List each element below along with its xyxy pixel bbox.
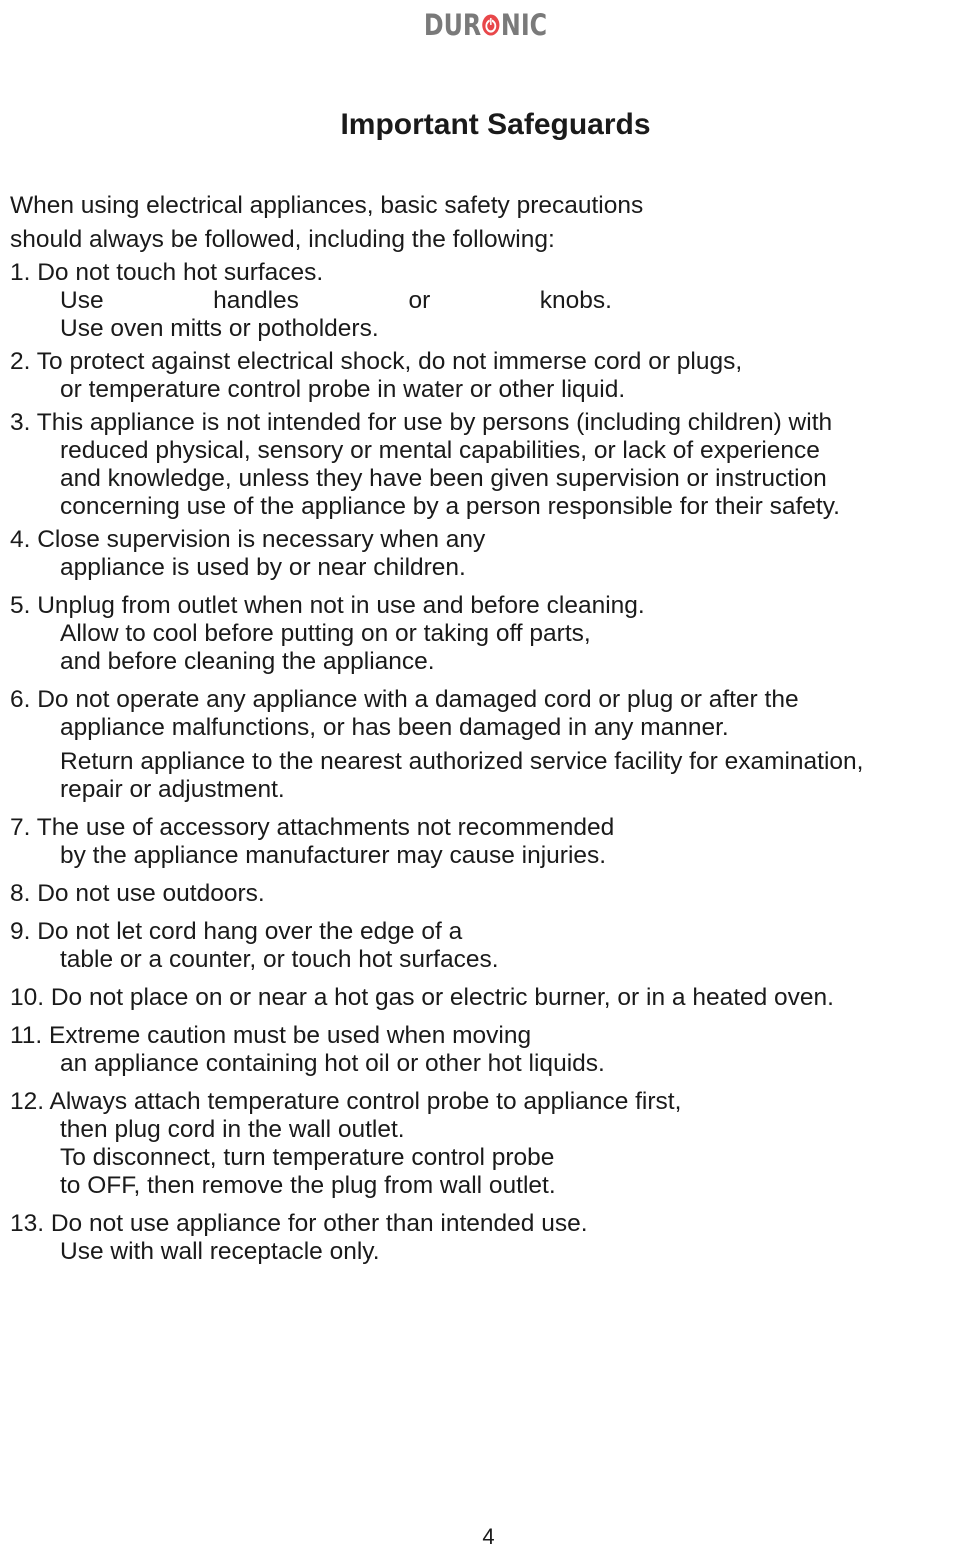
item-line: table or a counter, or touch hot surfaces. <box>60 946 499 973</box>
brand-logo <box>87 8 883 42</box>
list-item <box>10 880 970 908</box>
power-icon <box>482 14 500 36</box>
page-number: 4 <box>482 1524 495 1549</box>
item-line: 2. To protect against electrical shock, do not immerse cord or plugs, <box>10 348 743 375</box>
word: handles <box>213 287 299 314</box>
item-line: 9. Do not let cord hang over the edge of a <box>10 918 463 945</box>
item-line: 10. Do not place on or near a hot gas or electric burner, or in a heated oven. <box>10 984 834 1011</box>
list-item <box>10 1088 970 1200</box>
word: or <box>408 287 431 314</box>
item-line: appliance malfunctions, or has been damaged in any manner. <box>60 714 729 741</box>
item-line: 6. Do not operate any appliance with a damaged cord or plug or after the <box>10 686 799 713</box>
list-item <box>10 348 970 404</box>
list-item <box>10 1210 970 1266</box>
word: knobs. <box>539 287 612 314</box>
item-line: repair or adjustment. <box>60 776 285 803</box>
item-line: to OFF, then remove the plug from wall outlet. <box>60 1172 556 1199</box>
item-line: reduced physical, sensory or mental capabilities, or lack of experience <box>60 437 820 464</box>
item-line <box>10 287 970 315</box>
item-line: and before cleaning the appliance. <box>60 648 435 675</box>
item-line: 8. Do not use outdoors. <box>10 880 265 907</box>
item-line: 7. The use of accessory attachments not recommended <box>10 814 615 841</box>
item-line: 11. Extreme caution must be used when moving <box>10 1022 532 1049</box>
intro-line: should always be followed, including the following: <box>10 225 555 253</box>
item-line: 1. Do not touch hot surfaces. <box>10 259 324 286</box>
item-line: concerning use of the appliance by a person responsible for their safety. <box>60 493 840 520</box>
intro-line: When using electrical appliances, basic safety precautions <box>10 192 644 219</box>
list-item <box>10 686 970 804</box>
list-item <box>10 984 970 1012</box>
item-line: 12. Always attach temperature control probe to appliance first, <box>10 1088 682 1115</box>
item-line: then plug cord in the wall outlet. <box>60 1116 405 1143</box>
safeguards-text <box>10 192 970 1271</box>
item-line: Use with wall receptacle only. <box>60 1238 380 1265</box>
list-item <box>10 1022 970 1078</box>
list-item <box>10 259 970 343</box>
brand-logo-left: DUR <box>423 8 482 42</box>
item-line: 3. This appliance is not intended for use by persons (including children) with <box>10 409 833 436</box>
list-item <box>10 526 970 582</box>
item-line: Use oven mitts or potholders. <box>60 315 379 342</box>
list-item <box>10 409 970 521</box>
item-line: 5. Unplug from outlet when not in use and before cleaning. <box>10 592 645 619</box>
item-line: or temperature control probe in water or other liquid. <box>60 376 626 403</box>
page-title: Important Safeguards <box>340 108 651 141</box>
item-line: and knowledge, unless they have been given supervision or instruction <box>60 465 827 492</box>
list-item <box>10 918 970 974</box>
item-line: Return appliance to the nearest authorized service facility for examination, <box>60 748 864 775</box>
item-line: appliance is used by or near children. <box>60 554 466 581</box>
item-line: 13. Do not use appliance for other than intended use. <box>10 1210 588 1237</box>
item-line: To disconnect, turn temperature control probe <box>60 1144 555 1171</box>
item-line: an appliance containing hot oil or other hot liquids. <box>60 1050 605 1077</box>
item-line: by the appliance manufacturer may cause injuries. <box>60 842 607 869</box>
list-item <box>10 814 970 870</box>
list-item <box>10 592 970 676</box>
item-line: 4. Close supervision is necessary when any <box>10 526 486 553</box>
word: Use <box>60 287 104 314</box>
brand-logo-right: NIC <box>500 8 548 42</box>
item-line: Allow to cool before putting on or taking off parts, <box>60 620 591 647</box>
